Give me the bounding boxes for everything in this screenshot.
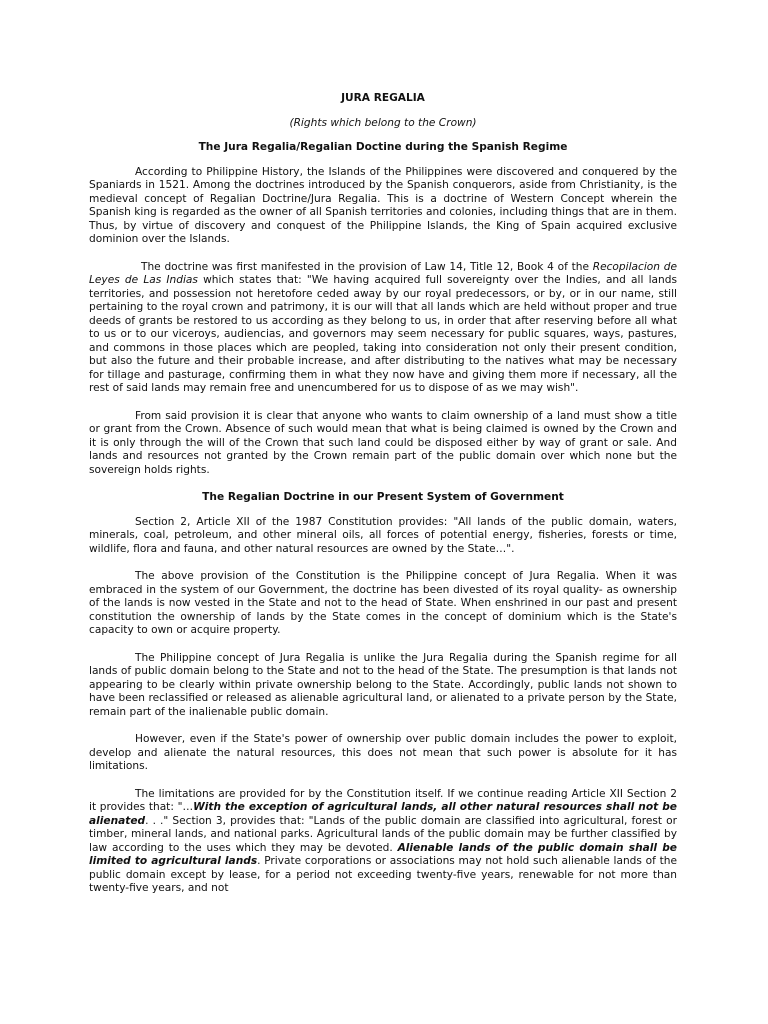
paragraph-unlike-spanish: The Philippine concept of Jura Regalia is unlike the Jura Regalia during the Spanish regime for all lands of public domain belong to the State and not to the head of the State. The presumption is that lands not appearing to be clearly within private ownership belong to the State. Accordingly, public lands not shown to have been reclassified or released as alienable agricultural land, or alienated to a private person by the State, remain part of the inalienable public domain. [89,651,677,718]
paragraph-text: . Private corporations or associations may not hold such alienable lands of the public domain except by lease, for a period not exceeding twenty-five years, renewable for not more than twenty-five years, and not [89,855,677,894]
paragraph-provision: From said provision it is clear that anyone who wants to claim ownership of a land must show a title or grant from the Crown. Absence of such would mean that what is being claimed is owned by the Crown and it is only through the will of the Crown that such land could be disposed either by way of grant or sale. And lands and resources not granted by the Crown remain part of the public domain over which none but the sovereign holds rights. [89,409,677,476]
paragraph-text: . . ." Section 3, provides that: "Lands of the public domain are classified into agricultural, forest or timber, mineral lands, and national parks. Agricultural lands of the public domain may be further classified by law according to the uses which they may be devoted. [89,814,677,854]
paragraph-text: The limitations are provided for by the Constitution itself. If we continue reading Article XII Section 2 it provides that: "… [89,787,677,813]
italic-law-title: Recopilacion de Leyes de Las Indias [89,260,677,286]
paragraph-recopilacion [89,261,677,396]
document-body [89,92,677,910]
document-subtitle: (Rights which belong to the Crown) [289,116,477,129]
paragraph-limitations-intro: However, even if the State's power of ownership over public domain includes the power to exploit, develop and alienate the natural resources, this does not mean that such power is absolute for it has limitations. [89,733,677,772]
section-heading-spanish-regime: The Jura Regalia/Regalian Doctine during the Spanish Regime [198,141,568,153]
emphasis-alienable-lands: Alienable lands of the public domain shall be limited to agricultural lands [89,841,677,867]
paragraph-history: According to Philippine History, the Islands of the Philippines were discovered and conquered by the Spaniards in 1521. Among the doctrines introduced by the Spanish conquerors, aside from Christianity, is the medieval concept of Regalian Doctrine/Jura Regalia. This is a doctrine of Western Concept wherein the Spanish king is regarded as the owner of all Spanish territories and colonies, including things that are in them. Thus, by virtue of discovery and conquest of the Philippine Islands, the King of Spain acquired exclusive dominion over the Islands. [89,165,677,245]
emphasis-natural-resources: With the exception of agricultural lands, all other natural resources shall not be alienated [89,801,677,827]
document-title: JURA REGALIA [341,92,425,104]
section-heading-present-system: The Regalian Doctrine in our Present System of Government [202,491,564,503]
paragraph-philippine-concept: The above provision of the Constitution is the Philippine concept of Jura Regalia. When it was embraced in the system of our Government, the doctrine has been divested of its royal quality- as ownership of the lands is now vested in the State and not to the head of State. When enshrined in our past and present constitution the ownership of lands by the State comes in the concept of dominium which is the State's capacity to own or acquire property. [89,570,677,636]
paragraph-limitations [89,788,677,896]
paragraph-section-2: Section 2, Article XII of the 1987 Constitution provides: "All lands of the public domain, waters, minerals, coal, petroleum, and other mineral oils, all forces of potential energy, fisheries, forests or time, wildlife, flora and fauna, and other natural resources are owned by the State…". [89,515,677,555]
paragraph-text: which states that: "We having acquired full sovereignty over the Indies, and all lands territories, and possession not heretofore ceded away by our royal predecessors, or by, or in our name, still pertaining to the royal crown and patrimony, it is our will that all lands which are held without proper and true deeds of grants be restored to us according as they belong to us, in order that after reserving before all what to us or to our viceroys, audiencias, and governors may seem necessary for public squares, ways, pastures, and commons in those places which are peopled, taking into consideration not only their present condition, but also the future and their probable increase, and after distributing to the natives what may be necessary for tillage and pasturage, confirming them in what they now have and giving them more if necessary, all the rest of said lands may remain free and unencumbered for us to dispose of as we may wish". [89,274,677,394]
paragraph-text: The doctrine was first manifested in the provision of Law 14, Title 12, Book 4 of the [141,260,593,273]
